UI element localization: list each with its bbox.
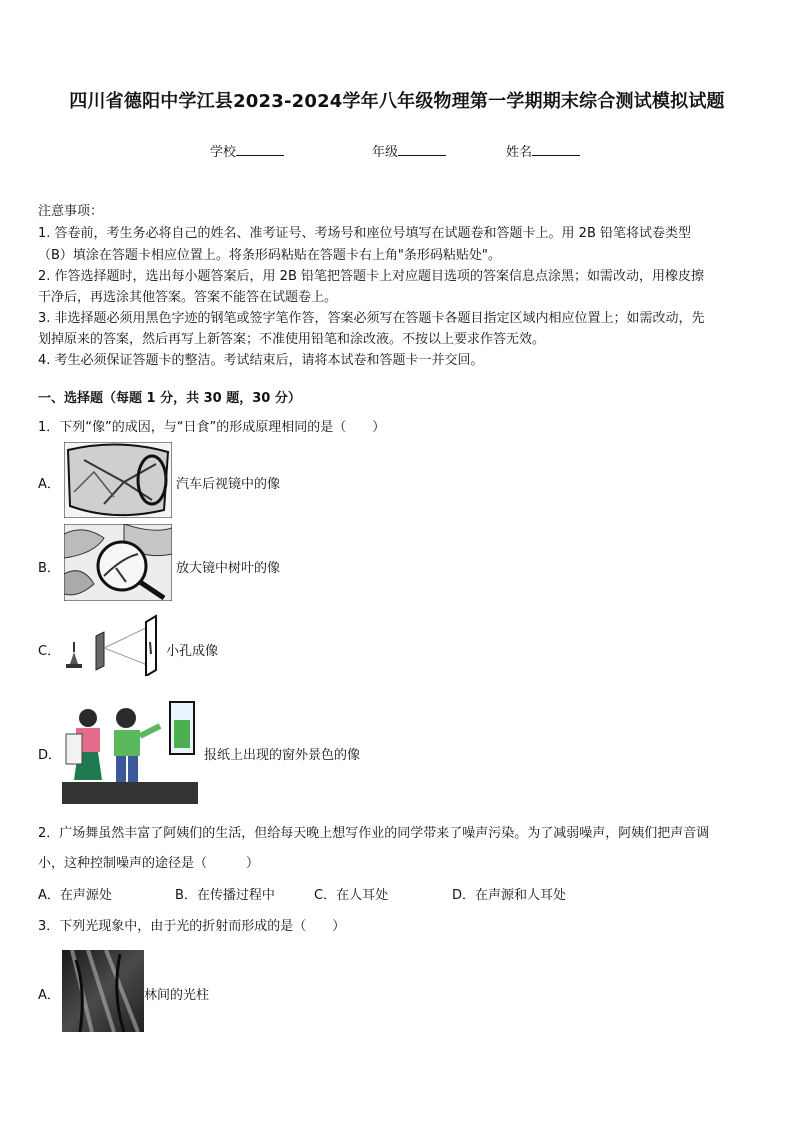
question-2-stem-cont: 小，这种控制噪声的途径是（ ） bbox=[38, 856, 260, 871]
grade-field: 年级 bbox=[372, 141, 446, 160]
note-line: 1. 答卷前，考生务必将自己的姓名、准考证号、考场号和座位号填写在试题卷和答题卡上。用 2B 铅笔将试卷类型 bbox=[38, 226, 691, 241]
note-line: （B）填涂在答题卡相应位置上。将条形码粘贴在答题卡右上角"条形码粘贴处"。 bbox=[38, 248, 501, 263]
option-label-a: A． bbox=[38, 477, 60, 492]
mirror-image bbox=[64, 442, 172, 518]
question-2-option-a: A．在声源处 bbox=[38, 888, 112, 903]
notes-heading: 注意事项： bbox=[38, 204, 104, 219]
question-3-stem: 3．下列光现象中，由于光的折射而形成的是（ ） bbox=[38, 919, 346, 934]
name-field: 姓名 bbox=[506, 141, 580, 160]
option-label-b: B． bbox=[38, 561, 60, 576]
option-label-d: D． bbox=[38, 748, 62, 763]
option-label-a: A． bbox=[38, 988, 60, 1003]
note-line: 4. 考生必须保证答题卡的整洁。考试结束后，请将本试卷和答题卡一并交回。 bbox=[38, 353, 484, 368]
note-line: 划掉原来的答案，然后再写上新答案；不准使用铅笔和涂改液。不按以上要求作答无效。 bbox=[38, 332, 546, 347]
option-caption-b: 放大镜中树叶的像 bbox=[176, 561, 281, 576]
section-heading: 一、选择题（每题 1 分，共 30 题，30 分） bbox=[38, 391, 301, 406]
option-caption-c: 小孔成像 bbox=[166, 644, 219, 659]
question-1-stem: 1．下列“像”的成因，与“日食”的形成原理相同的是（ ） bbox=[38, 420, 386, 435]
note-line: 3. 非选择题必须用黑色字迹的钢笔或签字笔作答，答案必须写在答题卡各题目指定区域内相应位置上；如需改动，先 bbox=[38, 311, 705, 326]
option-label-c: C． bbox=[38, 644, 61, 659]
school-field: 学校 bbox=[210, 141, 284, 160]
question-2-option-b: B．在传播过程中 bbox=[175, 888, 275, 903]
newspaper-image-image bbox=[62, 696, 198, 804]
note-line: 干净后，再选涂其他答案。答案不能答在试题卷上。 bbox=[38, 290, 338, 305]
forest-light-image bbox=[62, 950, 144, 1032]
option-caption-a: 林间的光柱 bbox=[144, 988, 210, 1003]
page-title: 四川省德阳中学江县2023-2024学年八年级物理第一学期期末综合测试模拟试题 bbox=[69, 91, 725, 112]
question-2-option-d: D．在声源和人耳处 bbox=[452, 888, 567, 903]
pinhole-image bbox=[60, 612, 164, 676]
note-line: 2. 作答选择题时，选出每小题答案后，用 2B 铅笔把答题卡上对应题目选项的答案信息点涂黑；如需改动，用橡皮擦 bbox=[38, 269, 704, 284]
option-caption-d: 报纸上出现的窗外景色的像 bbox=[204, 748, 361, 763]
question-2-stem: 2．广场舞虽然丰富了阿姨们的生活，但给每天晚上想写作业的同学带来了噪声污染。为了减弱噪声，阿姨们把声音调 bbox=[38, 826, 710, 841]
option-caption-a: 汽车后视镜中的像 bbox=[176, 477, 281, 492]
magnifier-leaf-image bbox=[64, 524, 172, 601]
question-2-option-c: C．在人耳处 bbox=[314, 888, 389, 903]
